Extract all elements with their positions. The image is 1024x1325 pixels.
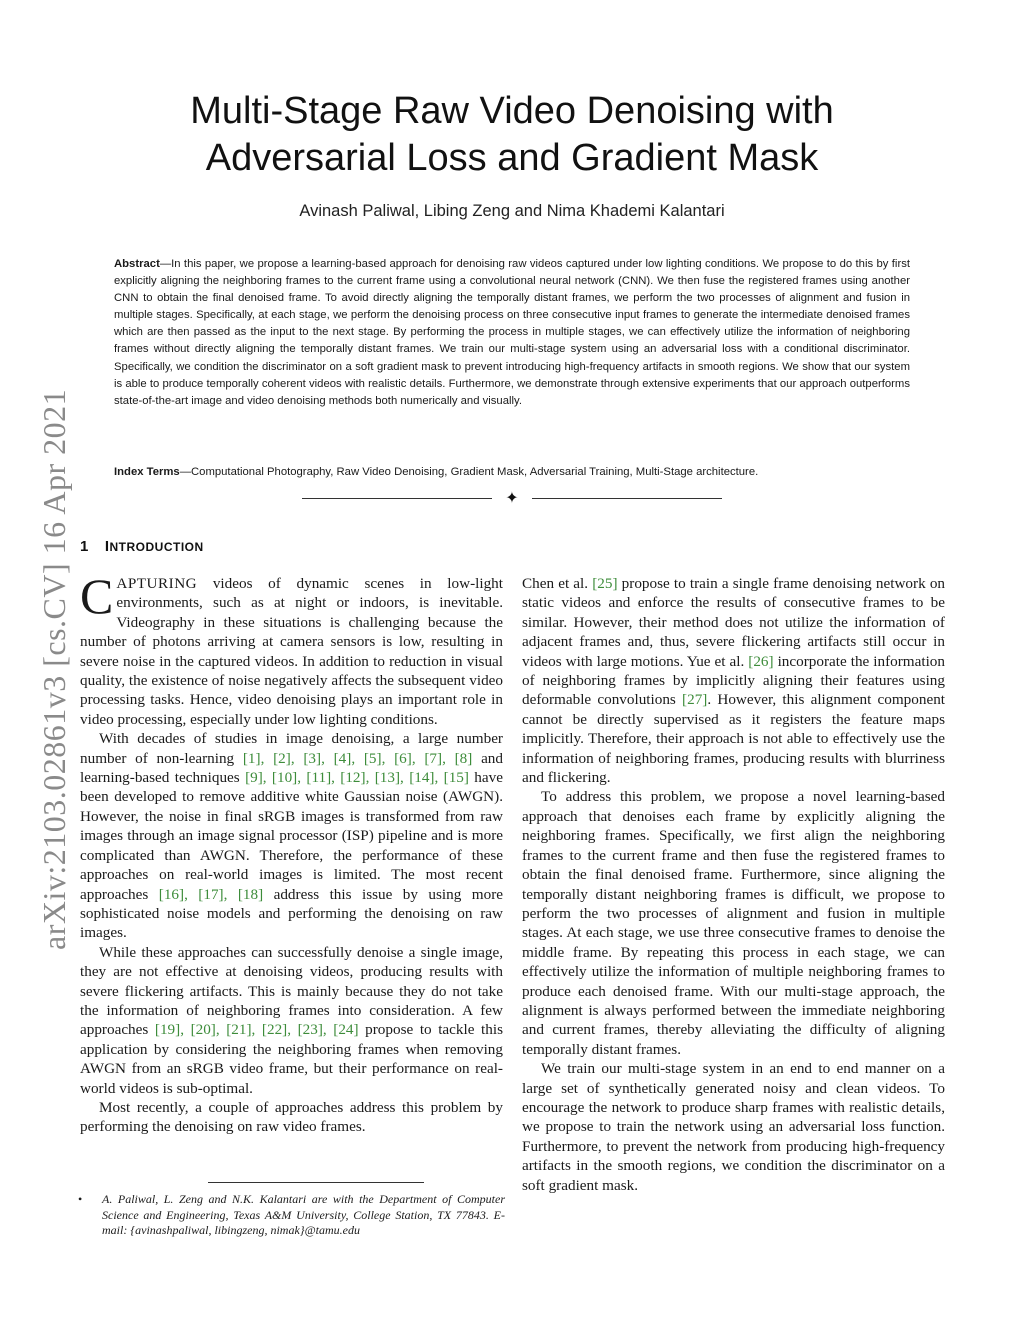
intro-paragraph-1 xyxy=(80,568,503,729)
author-list: Avinash Paliwal, Libing Zeng and Nima Khademi Kalantari xyxy=(299,202,725,220)
footnote-bullet: • xyxy=(78,1192,83,1206)
author-affiliation-footnote xyxy=(80,1192,505,1239)
intro-paragraph-3 xyxy=(80,943,503,1098)
index-terms-label: Index Terms xyxy=(114,466,180,478)
section-title-rest: NTRODUCTION xyxy=(109,540,204,554)
paragraph-text: . However, this alignment component cannot be directly supervised as it registers the feature maps implicitly. Therefore, their approach is not able to effectively use the information of neighboring frames, producing results with blurriness and flickering. xyxy=(522,691,946,787)
paragraph-text: address this issue by using more sophisticated noise models and performing the denoising on raw images. xyxy=(80,885,503,942)
paragraph-text: propose to train a single frame denoising network on static videos and enforce the results of consecutive frames to be similar. However, their method does not utilize the information of adjacent frames and, thus, severe flickering artifacts still occur in videos with large motions. Yue et al. xyxy=(522,575,946,670)
paragraph-text: Chen et al. xyxy=(522,575,593,592)
paper-title: Multi-Stage Raw Video Denoising with Adversarial Loss and Gradient Mask xyxy=(190,90,834,179)
paragraph-text: propose to tackle this application by considering the neighboring frames when removing AWGN from an sRGB video frame, but their performance on real-world videos is sub-optimal. xyxy=(80,1021,503,1097)
index-terms xyxy=(114,464,910,481)
paragraph-text: videos of dynamic scenes in low-light environments, such as at night or indoors, is inevitable. Videography in these situations is challenging because the number of photons arriving at camera sensors is low, resulting in severe noise in the captured videos. In addition to reduction in visual quality, the existence of noise negatively affects the subsequent video processing tasks. Hence, video denoising plays an important role in video processing, especially under low lighting conditions. xyxy=(80,575,503,728)
section-title-initial: I xyxy=(104,538,110,555)
citation-link[interactable]: [26] xyxy=(748,652,774,670)
footnote-rule xyxy=(208,1182,424,1183)
abstract-text: —In this paper, we propose a learning-based approach for denoising raw videos captured under low lighting conditions. We propose to do this by first explicitly aligning the neighboring frames to the current frame using a convolutional neural network (CNN). We then fuse the registered frames using another CNN to obtain the final denoised frame. To avoid directly aligning the temporally distant frames, we perform the two processes of alignment and fusion in multiple stages. Specifically, at each stage, we perform the denoising process on three consecutive input frames to generate the intermediate denoised frames which are then passed as the input to the next stage. By performing the process in multiple stages, we can effectively utilize the information of neighboring frames without directly aligning the temporally distant frames. We train our multi-stage system using an adversarial loss with a conditional discriminator. Specifically, we condition the discriminator on a soft gradient mask to prevent introducing high-frequency artifacts in smooth regions. We show that our system is able to produce temporally coherent videos with realistic details. Furthermore, we demonstrate through extensive experiments that our approach outperforms state-of-the-art image and video denoising methods both numerically and visually. xyxy=(114,258,910,407)
intro-paragraph-2 xyxy=(80,729,503,942)
citation-links[interactable]: [1], [2], [3], [4], [5], [6], [7], [8] xyxy=(242,749,473,767)
paragraph-text: and learning-based techniques xyxy=(80,749,503,787)
left-column xyxy=(80,568,503,1137)
citation-link[interactable]: [25] xyxy=(592,575,618,592)
abstract xyxy=(114,256,910,410)
right-column xyxy=(522,574,945,1195)
section-heading-introduction xyxy=(80,538,510,555)
intro-paragraph-5 xyxy=(522,574,945,787)
drop-cap: C xyxy=(80,568,114,624)
separator-line-right xyxy=(532,498,722,499)
intro-paragraph-4: Most recently, a couple of approaches address this problem by performing the denoising on raw video frames. xyxy=(80,1098,503,1136)
paragraph-text: With decades of studies in image denoising, a large number number of non-learning xyxy=(80,730,503,767)
citation-links[interactable]: [19], [20], [21], [22], [23], [24] xyxy=(154,1021,359,1039)
paragraph-text: While these approaches can successfully denoise a single image, they are not effective at denoising videos, producing results with severe flickering artifacts. This is mainly because they do not take the information of neighboring frames into consideration. A few approaches xyxy=(80,943,503,1039)
opening-small-caps: APTURING xyxy=(116,575,198,592)
separator-line-left xyxy=(302,498,492,499)
paragraph-text: have been developed to remove additive white Gaussian noise (AWGN). However, the noise in final sRGB images is transformed from raw images through an image signal processor (ISP) pipeline and is more complicated than AWGN. Therefore, the performance of these approaches on real-world images is limited. The most recent approaches xyxy=(80,769,503,903)
intro-paragraph-6: To address this problem, we propose a novel learning-based approach that denoises each frame by explicitly aligning the neighboring frames. Specifically, we first align the neighboring frames to the current frame and then fuse the registered frames to obtain the final denoised frame. Furthermore, since aligning the temporally distant neighboring frames is difficult, we propose to perform the two processes of alignment and fusion in multiple stages. At each stage, we use three consecutive frames to denoise the middle frame. By repeating this process in each stage, we can effectively utilize the information of multiple neighboring frames to produce each denoised frame. With our multi-stage approach, the alignment is always performed between the immediate neighboring and current frames, thereby alleviating the difficulty of aligning temporally distant frames. xyxy=(522,788,945,1058)
intro-paragraph-7: We train our multi-stage system in an end to end manner on a large set of synthetically generated noisy and clean videos. To encourage the network to produce sharp frames with realistic details, we propose to train the network using an adversarial loss function. Furthermore, to prevent the network from producing high-frequency artifacts in the smooth regions, we condition the discriminator on a soft gradient mask. xyxy=(522,1060,945,1194)
citation-links[interactable]: [9], [10], [11], [12], [13], [14], [15] xyxy=(245,769,469,787)
abstract-label: Abstract xyxy=(114,258,160,270)
citation-links[interactable]: [16], [17], [18] xyxy=(158,885,264,903)
footnote-text: A. Paliwal, L. Zeng and N.K. Kalantari are with the Department of Computer Science and Engineering, Texas A&M University, College Station, TX 77843. E-mail: {avinashpaliwal, libingzeng, nimak}@tamu.edu xyxy=(102,1192,505,1237)
arxiv-identifier: arXiv:2103.02861v3 [cs.CV] 16 Apr 2021 xyxy=(36,388,72,950)
paragraph-text: incorporate the information of neighboring frames by implicitly aligning their features using deformable convolutions xyxy=(522,652,945,709)
section-number: 1 xyxy=(80,538,89,555)
index-terms-text: —Computational Photography, Raw Video Denoising, Gradient Mask, Adversarial Training, Multi-Stage architecture. xyxy=(179,466,759,478)
citation-link[interactable]: [27] xyxy=(682,691,708,709)
separator-diamond-icon: ✦ xyxy=(505,488,519,507)
